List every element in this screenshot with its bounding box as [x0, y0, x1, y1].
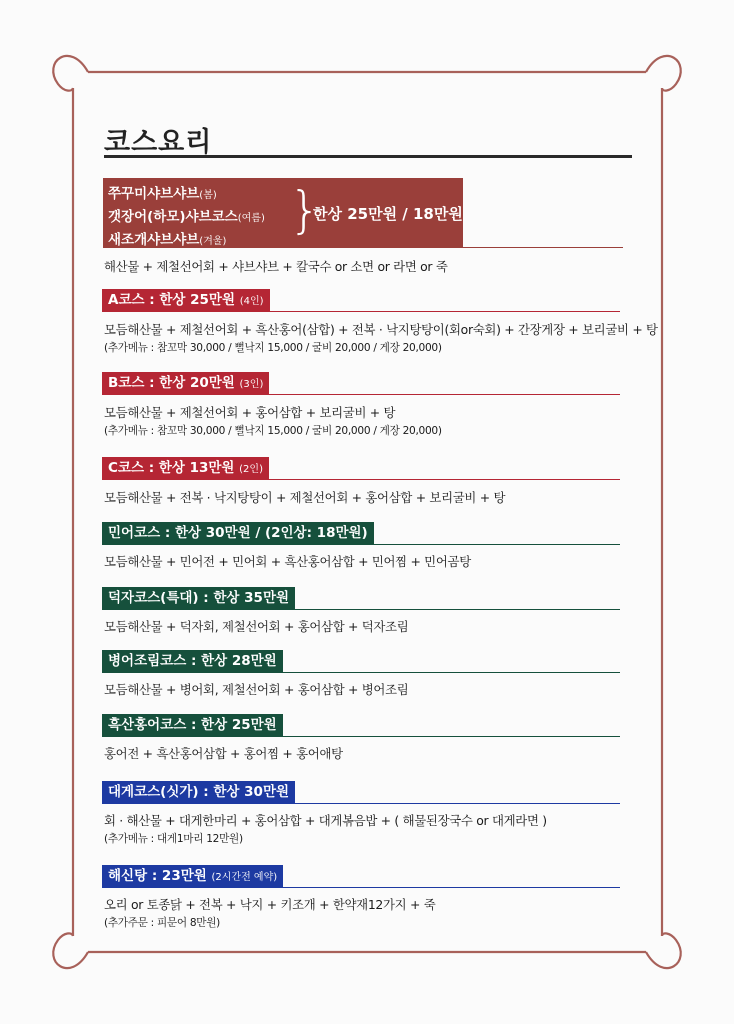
shabu-item-season: (겨울): [199, 236, 227, 247]
shabu-item-season: (여름): [237, 213, 265, 224]
shabu-item-name: 쭈꾸미샤브샤브: [108, 186, 200, 202]
shabu-item-name: 새조개샤브샤브: [108, 232, 200, 248]
shabu-price: 한상 25만원 / 18만원: [313, 205, 463, 223]
course-header-hongeo: [102, 714, 283, 737]
course-header-haesintang: [102, 865, 283, 888]
course-title: 민어코스 : 한상 30만원 / (2인상: 18만원): [108, 525, 368, 541]
course-header-c: [102, 457, 269, 480]
shabu-item-name: 갯장어(하모)샤브코스: [108, 209, 238, 225]
course-title: 흑산홍어코스 : 한상 25만원: [108, 717, 277, 733]
course-header-a: [102, 289, 270, 312]
course-menu: 회 · 해산물 + 대게한마리 + 홍어삼합 + 대게볶음밥 + ( 해물된장국수 or 대게라면 ): [104, 813, 547, 828]
course-menu: 모듬해산물 + 제철선어회 + 홍어삼합 + 보리굴비 + 탕: [104, 405, 396, 420]
shabu-item: [108, 182, 217, 202]
course-divider: [102, 736, 620, 737]
course-divider: [102, 479, 620, 480]
course-menu: 모듬해산물 + 전복 · 낙지탕탕이 + 제철선어회 + 홍어삼합 + 보리굴비 + 탕: [104, 490, 506, 505]
shabu-menu: 해산물 + 제철선어회 + 샤브샤브 + 칼국수 or 소면 or 라면 or 죽: [104, 259, 448, 274]
course-divider: [102, 672, 620, 673]
course-suffix: (2인): [239, 464, 263, 475]
course-note: (추가주문 : 피문어 8만원): [104, 917, 220, 929]
course-divider: [102, 887, 620, 888]
course-title: 해신탕 : 23만원: [108, 868, 207, 884]
course-menu: 모듬해산물 + 제철선어회 + 흑산홍어(삼합) + 전복 · 낙지탕탕이(회or숙회) + 간장게장 + 보리굴비 + 탕: [104, 322, 658, 337]
course-note: (추가메뉴 : 대게1마리 12만원): [104, 833, 243, 845]
course-note: (추가메뉴 : 참꼬막 30,000 / 뻘낙지 15,000 / 굴비 20,000 / 게장 20,000): [104, 425, 442, 437]
course-menu: 홍어전 + 흑산홍어삼합 + 홍어찜 + 홍어애탕: [104, 746, 343, 761]
course-title: 덕자코스(특대) : 한상 35만원: [108, 590, 290, 606]
course-suffix: (4인): [239, 296, 264, 307]
course-divider: [102, 394, 620, 395]
course-divider: [102, 609, 620, 610]
course-title: A코스 : 한상 25만원: [108, 292, 235, 308]
course-title: 병어조림코스 : 한상 28만원: [108, 653, 277, 669]
course-suffix: (3인): [239, 379, 264, 390]
course-header-byeongeo: [102, 650, 283, 673]
course-title: C코스 : 한상 13만원: [108, 460, 235, 476]
course-menu: 모듬해산물 + 덕자회, 제철선어회 + 홍어삼합 + 덕자조림: [104, 619, 409, 634]
course-menu: 오리 or 토종닭 + 전복 + 낙지 + 키조개 + 한약재12가지 + 죽: [104, 897, 436, 912]
course-divider: [102, 311, 620, 312]
shabu-divider: [103, 247, 623, 248]
course-header-crab: [102, 781, 295, 804]
course-title: 대게코스(싯가) : 한상 30만원: [108, 784, 290, 800]
shabu-course-header: [103, 178, 463, 248]
brace-icon: }: [289, 181, 321, 239]
course-divider: [102, 544, 620, 545]
page-title: 코스요리: [104, 127, 213, 158]
shabu-item: [108, 205, 265, 225]
course-header-deokja: [102, 587, 295, 610]
course-menu: 모듬해산물 + 병어회, 제철선어회 + 홍어삼합 + 병어조림: [104, 682, 409, 697]
course-menu: 모듬해산물 + 민어전 + 민어회 + 흑산홍어삼합 + 민어찜 + 민어곰탕: [104, 554, 471, 569]
title-divider: [104, 155, 632, 158]
shabu-item: [108, 228, 226, 248]
shabu-item-season: (봄): [199, 190, 217, 201]
course-header-b: [102, 372, 269, 395]
course-suffix: (2시간전 예약): [211, 872, 278, 883]
course-divider: [102, 803, 620, 804]
course-title: B코스 : 한상 20만원: [108, 375, 235, 391]
course-header-minuh: [102, 522, 374, 545]
course-note: (추가메뉴 : 참꼬막 30,000 / 뻘낙지 15,000 / 굴비 20,000 / 게장 20,000): [104, 342, 442, 354]
